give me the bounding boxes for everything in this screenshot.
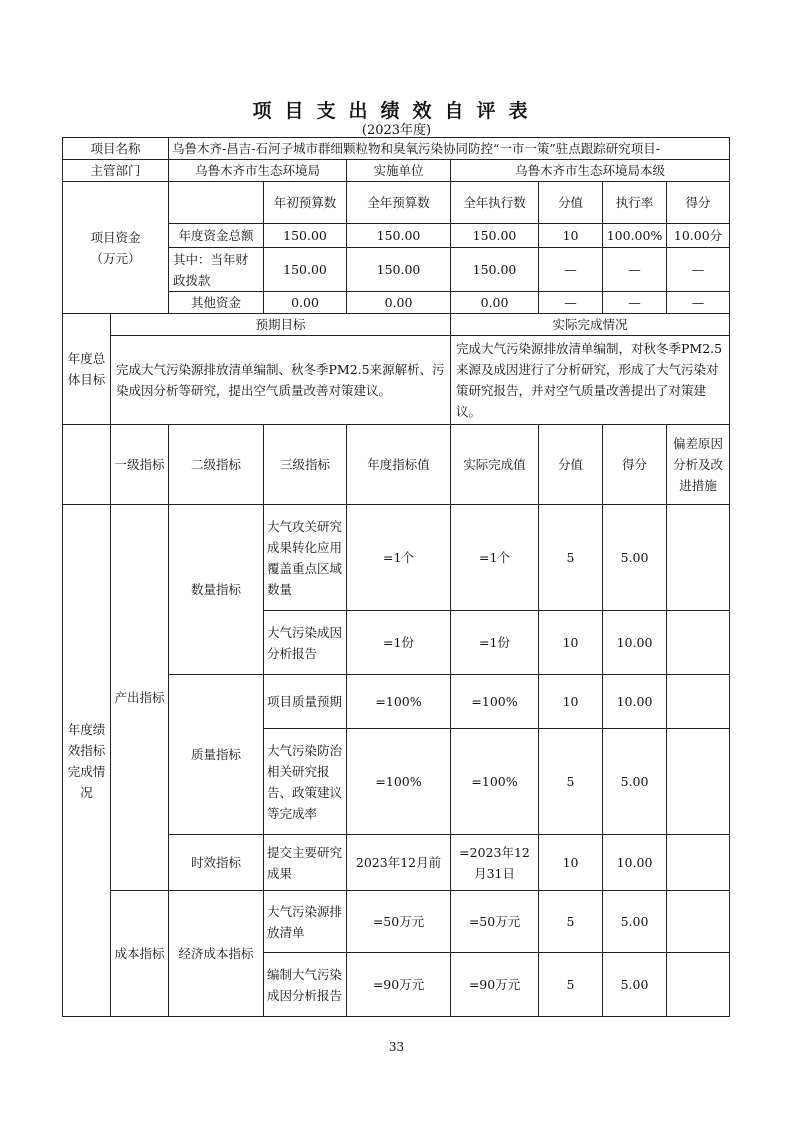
dept-value: 乌鲁木齐市生态环境局 [169, 160, 347, 182]
performance-section-label: 年度绩效指标完成情况 [63, 505, 111, 1017]
funds-cell: 0.00 [451, 292, 539, 314]
indicator-header-blank [63, 425, 111, 505]
indicator-actual: =100% [451, 729, 539, 835]
funds-cell: 150.00 [451, 224, 539, 248]
funds-cell: 150.00 [347, 248, 451, 292]
header-level3: 三级指标 [264, 425, 347, 505]
indicator-name: 编制大气污染成因分析报告 [264, 953, 347, 1017]
impl-label: 实施单位 [347, 160, 451, 182]
project-name: 乌鲁木齐-昌吉-石河子城市群细颗粒物和臭氧污染协同防控“一市一策”驻点跟踪研究项目- [169, 138, 730, 160]
funds-row-label: 其中：当年财政拨款 [169, 248, 264, 292]
funds-header-blank [169, 182, 264, 224]
indicator-got: 10.00 [603, 835, 667, 891]
quality-indicators-label: 质量指标 [169, 675, 264, 835]
funds-header: 得分 [667, 182, 730, 224]
indicator-actual: =1份 [451, 611, 539, 675]
header-score: 分值 [539, 425, 603, 505]
funds-cell: 100.00% [603, 224, 667, 248]
funds-cell: 10.00分 [667, 224, 730, 248]
indicator-actual: =90万元 [451, 953, 539, 1017]
indicator-score: 5 [539, 891, 603, 953]
indicator-name: 提交主要研究成果 [264, 835, 347, 891]
funds-cell: — [667, 292, 730, 314]
indicator-got: 5.00 [603, 729, 667, 835]
funds-cell: 150.00 [264, 248, 347, 292]
indicator-score: 10 [539, 675, 603, 729]
indicator-target: =100% [347, 729, 451, 835]
indicator-deviation [667, 835, 730, 891]
indicator-deviation [667, 675, 730, 729]
indicator-actual: =100% [451, 675, 539, 729]
indicator-name: 项目质量预期 [264, 675, 347, 729]
header-actual: 实际完成值 [451, 425, 539, 505]
funds-header: 全年执行数 [451, 182, 539, 224]
indicator-score: 5 [539, 729, 603, 835]
actual-goal-label: 实际完成情况 [451, 314, 730, 336]
funds-header: 全年预算数 [347, 182, 451, 224]
funds-cell: 0.00 [264, 292, 347, 314]
indicator-score: 10 [539, 835, 603, 891]
indicator-score: 5 [539, 953, 603, 1017]
indicator-deviation [667, 611, 730, 675]
funds-header: 分值 [539, 182, 603, 224]
funds-cell: 0.00 [347, 292, 451, 314]
indicator-name: 大气污染源排放清单 [264, 891, 347, 953]
indicator-name: 大气污染防治相关研究报告、政策建议等完成率 [264, 729, 347, 835]
impl-value: 乌鲁木齐市生态环境局本级 [451, 160, 730, 182]
indicator-name: 大气攻关研究成果转化应用覆盖重点区域数量 [264, 505, 347, 611]
indicator-deviation [667, 505, 730, 611]
indicator-deviation [667, 891, 730, 953]
funds-cell: — [603, 292, 667, 314]
funds-row-label: 年度资金总额 [169, 224, 264, 248]
indicator-got: 10.00 [603, 675, 667, 729]
time-indicators-label: 时效指标 [169, 835, 264, 891]
indicator-target: =1个 [347, 505, 451, 611]
funds-row-label: 其他资金 [169, 292, 264, 314]
indicator-score: 10 [539, 611, 603, 675]
funds-cell: 10 [539, 224, 603, 248]
funds-cell: — [603, 248, 667, 292]
funds-label: 项目资金 （万元） [63, 182, 169, 314]
indicator-target: =90万元 [347, 953, 451, 1017]
project-name-label: 项目名称 [63, 138, 169, 160]
expected-goal-text: 完成大气污染源排放清单编制、秋冬季PM2.5来源解析、污染成因分析等研究，提出空气质量改善对策建议。 [111, 336, 451, 425]
indicator-actual: =50万元 [451, 891, 539, 953]
indicator-target: =50万元 [347, 891, 451, 953]
goals-label: 年度总体目标 [63, 314, 111, 425]
page-title: 项目支出绩效自评表 [252, 100, 541, 122]
indicator-actual: =2023年12月31日 [451, 835, 539, 891]
header-got: 得分 [603, 425, 667, 505]
indicator-got: 10.00 [603, 611, 667, 675]
page-number: 33 [388, 1040, 405, 1054]
report-year: (2023年度) [361, 123, 432, 138]
funds-cell: — [539, 248, 603, 292]
indicator-score: 5 [539, 505, 603, 611]
indicator-target: =1份 [347, 611, 451, 675]
funds-cell: 150.00 [451, 248, 539, 292]
indicator-deviation [667, 953, 730, 1017]
funds-cell: 150.00 [264, 224, 347, 248]
cost-indicators-label: 成本指标 [111, 891, 169, 1017]
indicator-deviation [667, 729, 730, 835]
indicator-got: 5.00 [603, 953, 667, 1017]
actual-goal-text: 完成大气污染源排放清单编制，对秋冬季PM2.5来源及成因进行了分析研究，形成了大气污染对策研究报告，并对空气质量改善提出了对策建议。 [451, 336, 730, 425]
header-deviation: 偏差原因分析及改进措施 [667, 425, 730, 505]
funds-cell: — [667, 248, 730, 292]
indicator-name: 大气污染成因分析报告 [264, 611, 347, 675]
header-level2: 二级指标 [169, 425, 264, 505]
indicator-target: =100% [347, 675, 451, 729]
funds-cell: — [539, 292, 603, 314]
funds-cell: 150.00 [347, 224, 451, 248]
header-level1: 一级指标 [111, 425, 169, 505]
indicator-got: 5.00 [603, 891, 667, 953]
indicator-target: 2023年12月前 [347, 835, 451, 891]
funds-header: 执行率 [603, 182, 667, 224]
output-indicators-label: 产出指标 [111, 505, 169, 891]
quantity-indicators-label: 数量指标 [169, 505, 264, 675]
indicator-actual: =1个 [451, 505, 539, 611]
expected-goal-label: 预期目标 [111, 314, 451, 336]
dept-label: 主管部门 [63, 160, 169, 182]
funds-header: 年初预算数 [264, 182, 347, 224]
self-evaluation-table [62, 137, 730, 1017]
header-target: 年度指标值 [347, 425, 451, 505]
indicator-got: 5.00 [603, 505, 667, 611]
econ-cost-indicators-label: 经济成本指标 [169, 891, 264, 1017]
